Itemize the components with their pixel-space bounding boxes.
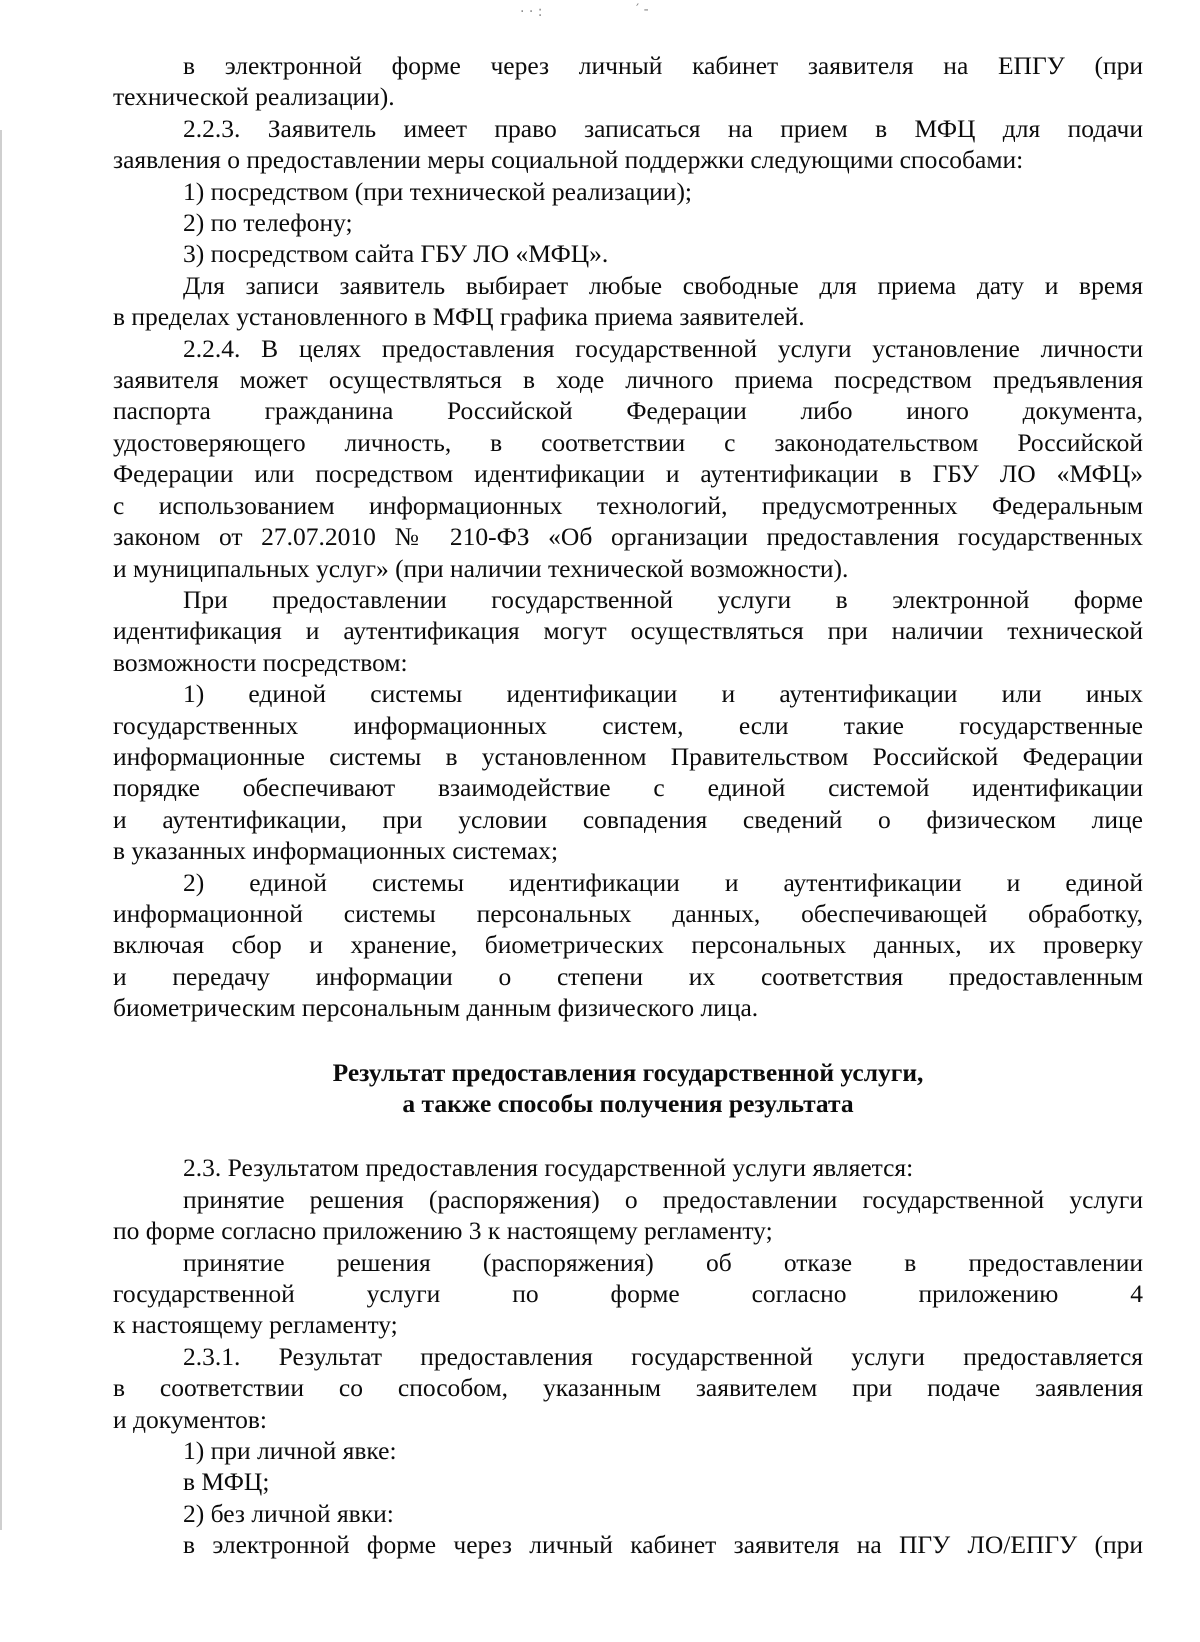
list-item: 2) по телефону; <box>183 208 353 238</box>
list-item: 2) единой системы идентификации и аутентификации и единой <box>183 867 1143 897</box>
text-line: идентификация и аутентификация могут осуществляться при наличии технической <box>113 616 1143 646</box>
text-line: и документов: <box>113 1404 267 1434</box>
text-line: паспорта гражданина Российской Федерации либо иного документа, <box>113 396 1143 426</box>
text-line: с использованием информационных технологий, предусмотренных Федеральным <box>113 490 1143 520</box>
text-line: и передачу информации о степени их соответствия предоставленным <box>113 961 1143 991</box>
text-line: государственной услуги по форме согласно приложению 4 <box>113 1279 1143 1309</box>
text-line: При предоставлении государственной услуги в электронной форме <box>183 584 1143 614</box>
text-line: заявления о предоставлении меры социальной поддержки следующими способами: <box>113 145 1024 175</box>
section-heading: а также способы получения результата <box>402 1089 854 1118</box>
text-line: Для записи заявитель выбирает любые свободные для приема дату и время <box>183 270 1143 300</box>
text-line: Федерации или посредством идентификации и аутентификации в ГБУ ЛО «МФЦ» <box>113 459 1143 489</box>
document-body <box>113 50 1143 1561</box>
text-line: информационные системы в установленном Правительством Российской Федерации <box>113 741 1143 771</box>
text-line: 2.2.3. Заявитель имеет право записаться на прием в МФЦ для подачи <box>183 113 1143 143</box>
list-item: 3) посредством сайта ГБУ ЛО «МФЦ». <box>183 239 609 269</box>
scan-edge-line <box>0 130 2 1530</box>
list-item: 1) при личной явке: <box>183 1436 397 1466</box>
text-line: удостоверяющего личность, в соответствии с законодательством Российской <box>113 427 1143 457</box>
scan-artifact: · · : <box>520 4 543 20</box>
text-line: порядке обеспечивают взаимодействие с единой системой идентификации <box>113 773 1143 803</box>
text-line: в МФЦ; <box>183 1467 270 1497</box>
text-line: и муниципальных услуг» (при наличии технической возможности). <box>113 553 849 583</box>
text-line: 2.3. Результатом предоставления государственной услуги является: <box>183 1153 914 1183</box>
list-item: 1) посредством (при технической реализации); <box>183 176 693 206</box>
text-line: информационной системы персональных данных, обеспечивающей обработку, <box>113 898 1143 928</box>
text-line: в электронной форме через личный кабинет заявителя на ЕПГУ (при <box>183 51 1143 80</box>
text-line: в пределах установленного в МФЦ графика приема заявителей. <box>113 302 805 332</box>
section-heading: Результат предоставления государственной услуги, <box>332 1057 924 1087</box>
text-line: в соответствии со способом, указанным заявителем при подаче заявления <box>113 1373 1143 1403</box>
text-line: государственных информационных систем, если такие государственные <box>113 710 1143 740</box>
text-line: законом от 27.07.2010 № 210-ФЗ «Об организации предоставления государственных <box>113 522 1143 552</box>
text-line: принятие решения (распоряжения) о предоставлении государственной услуги <box>183 1184 1143 1214</box>
list-item: 2) без личной явки: <box>183 1498 394 1528</box>
text-line: заявителя может осуществляться в ходе личного приема посредством предъявления <box>113 365 1143 395</box>
scan-artifact: ′ ‐ <box>636 2 649 18</box>
text-line: к настоящему регламенту; <box>113 1310 398 1340</box>
text-line: возможности посредством: <box>113 647 408 677</box>
text-line: в указанных информационных системах; <box>113 836 559 866</box>
text-line: 2.3.1. Результат предоставления государственной услуги предоставляется <box>183 1341 1143 1371</box>
text-line: биометрическим персональным данным физического лица. <box>113 993 759 1023</box>
text-line: включая сбор и хранение, биометрических персональных данных, их проверку <box>113 930 1143 960</box>
text-line: 2.2.4. В целях предоставления государственной услуги установление личности <box>183 333 1143 363</box>
text-line: принятие решения (распоряжения) об отказе в предоставлении <box>183 1247 1143 1277</box>
text-line: технической реализации). <box>113 82 395 112</box>
text-line: в электронной форме через личный кабинет заявителя на ПГУ ЛО/ЕПГУ (при <box>183 1530 1143 1560</box>
text-line: и аутентификации, при условии совпадения сведений о физическом лице <box>113 804 1143 834</box>
list-item: 1) единой системы идентификации и аутентификации или иных <box>183 679 1143 709</box>
text-line: по форме согласно приложению 3 к настоящему регламенту; <box>113 1216 773 1246</box>
